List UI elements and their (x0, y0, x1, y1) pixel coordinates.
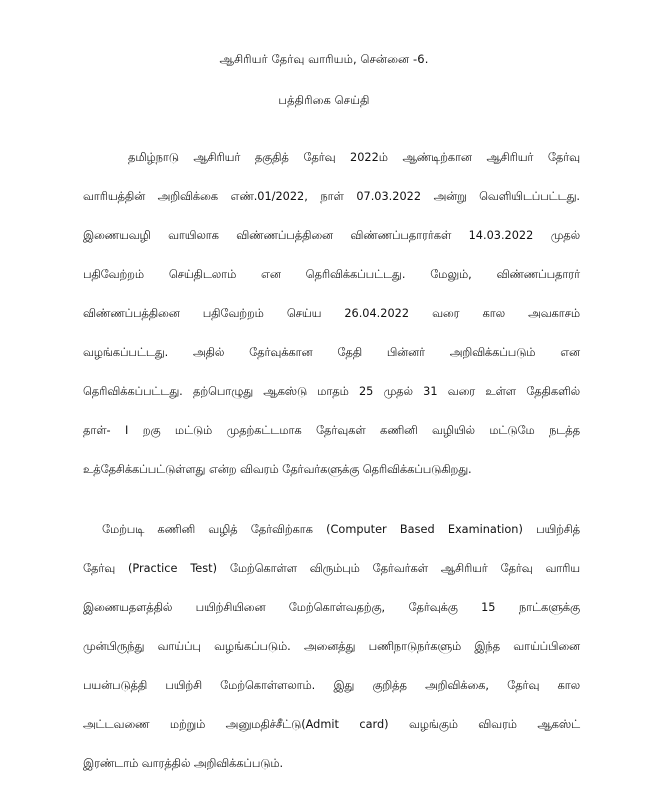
paragraph-line: தெரிவிக்கப்பட்டது. தற்பொழுது ஆகஸ்டு மாதம் 25 முதல் 31 வரை உள்ள தேதிகளில் (83, 385, 580, 398)
paragraph-line: தாள்- I றகு மட்டும் முதற்கட்டமாக தேர்வுகள் கணினி வழியில் மட்டுமே நடத்த (83, 424, 580, 437)
paragraph-line: அட்டவணை மற்றும் அனுமதிச்சீட்டு(Admit card) வழங்கும் விவரம் ஆகஸ்ட் (83, 718, 580, 731)
paragraph-line: இரண்டாம் வாரத்தில் அறிவிக்கப்படும். (83, 757, 284, 770)
paragraph-line: தமிழ்நாடு ஆசிரியர் தகுதித் தேர்வு 2022ம் ஆண்டிற்கான ஆசிரியர் தேர்வு (128, 151, 580, 164)
paragraph-line: தேர்வு (Practice Test) மேற்கொள்ள விரும்பும் தேர்வர்கள் ஆசிரியர் தேர்வு வாரிய (83, 562, 580, 575)
paragraph-line: முன்பிருந்து வாய்ப்பு வழங்கப்படும். அனைத்து பணிநாடுநர்களும் இந்த வாய்ப்பினை (83, 640, 580, 653)
paragraph-line: வாரியத்தின் அறிவிக்கை எண்.01/2022, நாள் 07.03.2022 அன்று வெளியிடப்பட்டது. (83, 190, 580, 203)
press-release-title: பத்திரிகை செய்தி (278, 93, 370, 107)
paragraph-line: விண்ணப்பத்தினை பதிவேற்றம் செய்ய 26.04.2022 வரை கால அவகாசம் (83, 307, 580, 320)
paragraph-line: உத்தேசிக்கப்பட்டுள்ளது என்ற விவரம் தேர்வர்களுக்கு தெரிவிக்கப்படுகிறது. (83, 463, 472, 476)
paragraph-line: பயன்படுத்தி பயிற்சி மேற்கொள்ளலாம். இது குறித்த அறிவிக்கை, தேர்வு கால (83, 679, 580, 692)
paragraph-line: பதிவேற்றம் செய்திடலாம் என தெரிவிக்கப்பட்டது. மேலும், விண்ணப்பதாரர் (83, 268, 580, 281)
paragraph-line: இணையதளத்தில் பயிற்சியினை மேற்கொள்வதற்கு, தேர்வுக்கு 15 நாட்களுக்கு (83, 601, 580, 614)
paragraph-line: இணையவழி வாயிலாக விண்ணப்பத்தினை விண்ணப்பதாரர்கள் 14.03.2022 முதல் (83, 229, 580, 242)
paragraph-line: மேற்படி கணினி வழித் தேர்விற்காக (Computer Based Examination) பயிற்சித் (102, 523, 580, 536)
paragraph-line: வழங்கப்பட்டது. அதில் தேர்வுக்கான தேதி பின்னர் அறிவிக்கப்படும் என (83, 346, 580, 359)
board-title: ஆசிரியர் தேர்வு வாரியம், சென்னை -6. (219, 52, 429, 66)
